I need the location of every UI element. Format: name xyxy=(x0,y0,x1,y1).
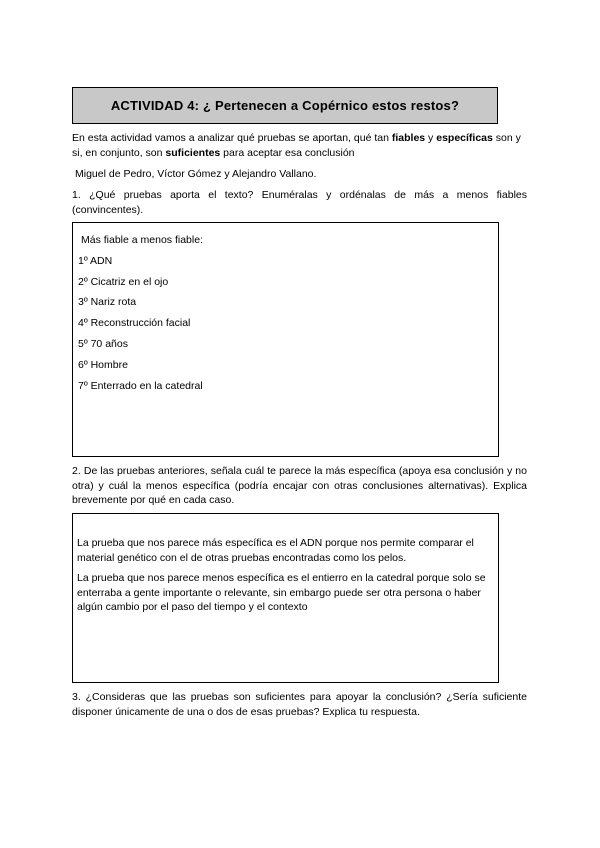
list-item: 2º Cicatriz en el ojo xyxy=(78,275,169,288)
answer-2-paragraph-1: La prueba que nos parece más específica es el ADN porque nos permite comparar el material genético con el de otras pruebas encontradas como los pelos. xyxy=(77,537,474,564)
intro-text: y xyxy=(425,132,437,144)
question-3: 3. ¿Consideras que las pruebas son suficientes para apoyar la conclusión? ¿Sería suficiente disponer únicamente de una o dos de esas pruebas? Explica tu respuesta. xyxy=(72,691,527,718)
intro-text: En esta actividad vamos a analizar qué pruebas se aportan, qué tan xyxy=(72,132,392,144)
list-item: 1º ADN xyxy=(78,254,113,267)
question-2: 2. De las pruebas anteriores, señala cuál te parece la más específica (apoya esa conclusión y no otra) y cuál la menos específica (podría encajar con otras conclusiones alternativas). Explica brevemente por qué en cada caso. xyxy=(72,465,527,506)
intro-text: para aceptar esa conclusión xyxy=(220,146,355,159)
list-item: 7º Enterrado en la catedral xyxy=(78,379,203,392)
activity-title-box xyxy=(72,87,498,124)
list-item: 5º 70 años xyxy=(78,337,128,350)
authors-line: Miguel de Pedro, Víctor Gómez y Alejandro Vallano. xyxy=(75,168,317,180)
list-item: 6º Hombre xyxy=(78,358,128,371)
activity-title: ACTIVIDAD 4: ¿ Pertenecen a Copérnico estos restos? xyxy=(110,98,460,113)
intro-bold-suficientes: suficientes xyxy=(165,146,221,159)
intro-bold-especificas: específicas xyxy=(436,132,493,144)
answer-2-paragraph-2: La prueba que nos parece menos específica es el entierro en la catedral porque solo se enterraba a gente importante o relevante, sin embargo puede ser otra persona o haber algún cambio por el paso del tiempo y el contexto xyxy=(77,572,486,613)
list-item: 4º Reconstrucción facial xyxy=(78,317,191,330)
list-item: 3º Nariz rota xyxy=(78,296,137,309)
answer-2-box xyxy=(72,513,499,683)
question-1: 1. ¿Qué pruebas aporta el texto? Enuméralas y ordénalas de más a menos fiables (convincentes). xyxy=(72,189,527,216)
intro-paragraph xyxy=(72,131,527,160)
intro-bold-fiables: fiables xyxy=(391,132,426,144)
intro-text: son y si, en conjunto, son xyxy=(72,132,521,159)
answer-1-heading: Más fiable a menos fiable: xyxy=(81,234,203,246)
answer-1-box xyxy=(72,222,499,457)
